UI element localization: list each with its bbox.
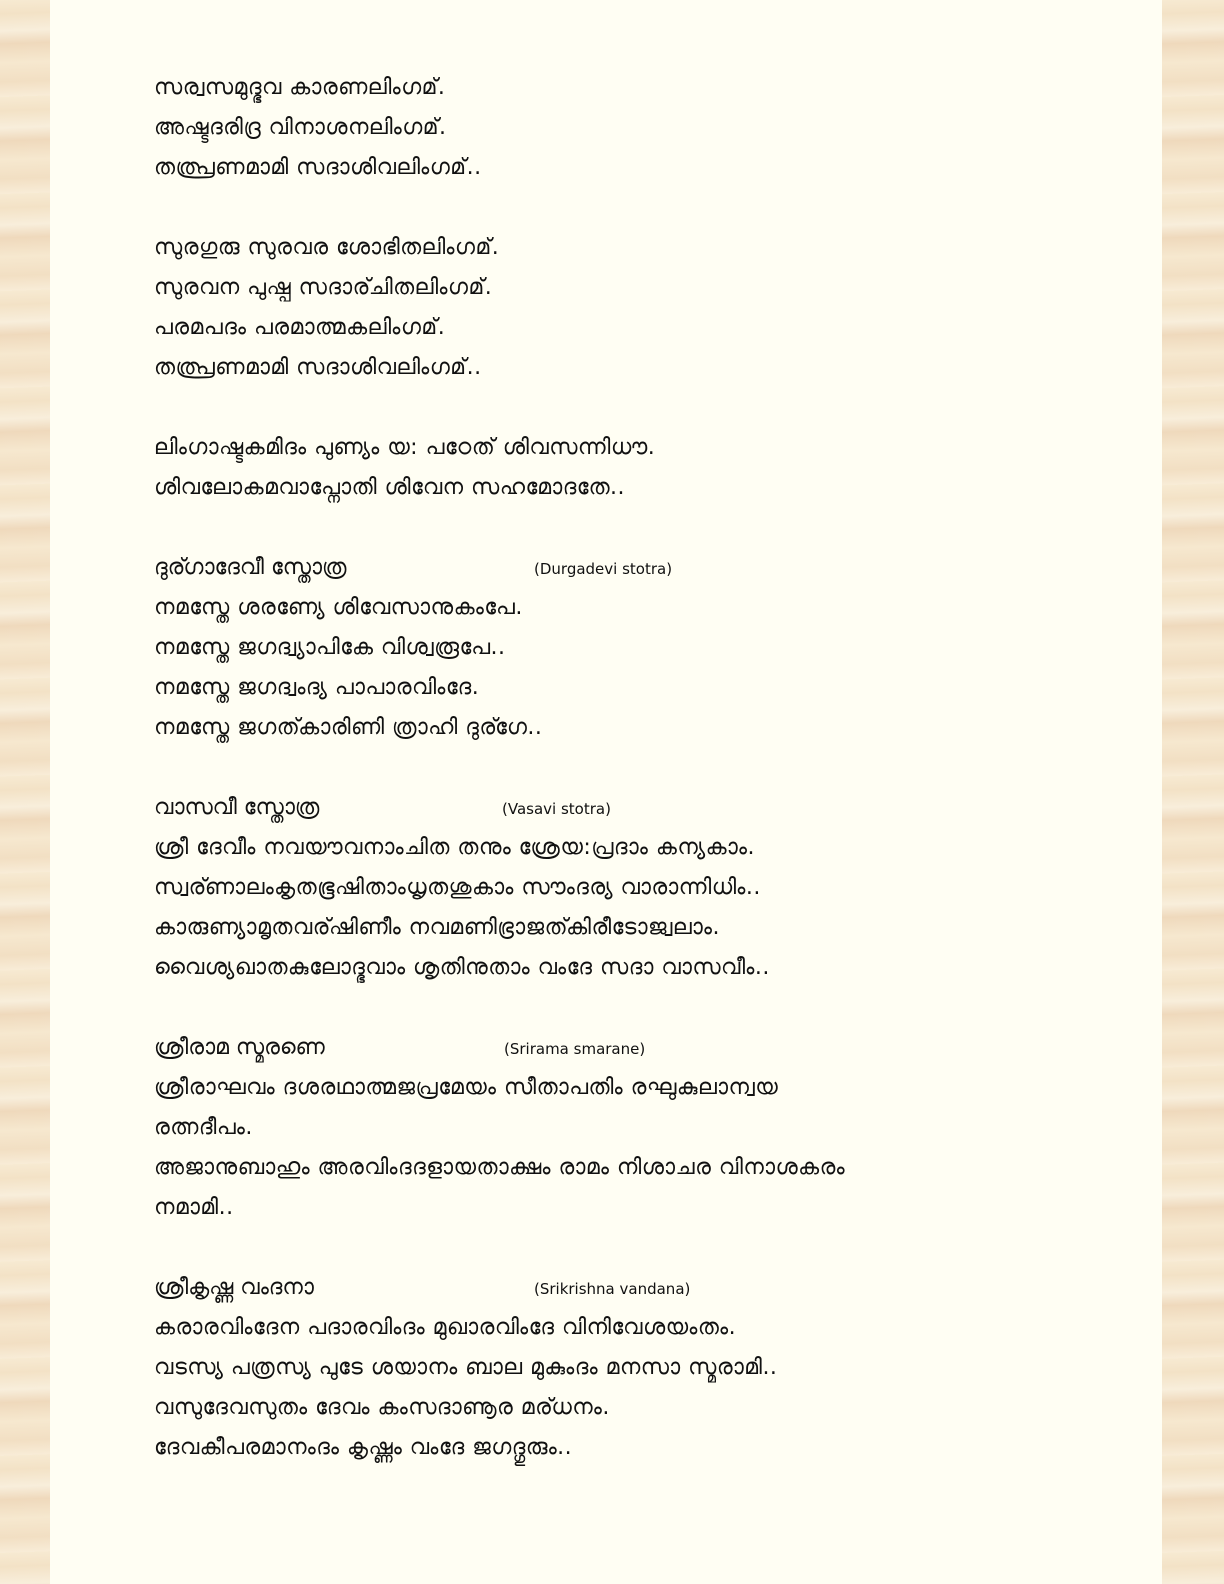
decorative-border-left [0, 0, 50, 1584]
verse-line: ശ്രീരാഘവം ദശരഥാത്മജപ്രമേയം സീതാപതിം രഘുകുലാന്വയ [154, 1075, 779, 1100]
verse-line: കാരുണ്യാമൃതവര്ഷിണീം നവമണിഭ്രാജത്കിരീടോജ്വലാം. [154, 915, 720, 940]
section-heading [154, 548, 1114, 588]
section-title: ദുര്ഗാദേവീ സ്തോത്ര [154, 555, 347, 580]
srikrishna-vandana-section [154, 1268, 1114, 1468]
verse-line: സ്വര്ണാലംകൃതഭൂഷിതാംധൃതശുകാം സൗംദര്യ വാരാന്നിധിം.. [154, 875, 761, 900]
section-subtitle: (Vasavi stotra) [502, 800, 611, 818]
section-title: ശ്രീരാമ സ്മരണെ [154, 1035, 325, 1060]
document-body [154, 68, 1114, 1468]
verse-line: ദേവകീപരമാനംദം കൃഷ്ണം വംദേ ജഗദ്ഗുരും.. [154, 1435, 573, 1460]
page [50, 0, 1162, 1584]
verse-line: അജാനുബാഹും അരവിംദദളായതാക്ഷം രാമം നിശാചര വിനാശകരം [154, 1155, 846, 1180]
verse-line: നമസ്തേ ശരണ്യേ ശിവേസാനുകംപേ. [154, 595, 523, 620]
verse-line: സുരഗുരു സുരവര ശോഭിതലിംഗമ്. [154, 235, 500, 260]
verse-line: രത്നദീപം. [154, 1115, 253, 1140]
verse-line: ശ്രീ ദേവീം നവയൗവനാംചിത തനും ശ്രേയ:പ്രദാം കന്യകാം. [154, 835, 755, 860]
verse-line: വടസ്യ പത്രസ്യ പുടേ ശയാനം ബാല മുകുംദം മനസാ സ്മരാമി.. [154, 1355, 778, 1380]
verse-line: സുരവന പുഷ്പ സദാര്ചിതലിംഗമ്. [154, 275, 493, 300]
verse-line: ലിംഗാഷ്ടകമിദം പുണ്യം യ: പഠേത് ശിവസന്നിധൗ. [154, 435, 656, 460]
lingashtaka-verse-2 [154, 228, 1114, 388]
verse-line: തത്പ്രണമാമി സദാശിവലിംഗമ്.. [154, 155, 482, 180]
verse-line: ശിവലോകമവാപ്നോതി ശിവേന സഹമോദതേ.. [154, 475, 626, 500]
lingashtaka-verse-1 [154, 68, 1114, 188]
section-title: ശ്രീകൃഷ്ണ വംദനാ [154, 1275, 314, 1300]
verse-line: കരാരവിംദേന പദാരവിംദം മുഖാരവിംദേ വിനിവേശയംതം. [154, 1315, 737, 1340]
verse-line: പരമപദം പരമാത്മകലിംഗമ്. [154, 315, 446, 340]
verse-line: സര്വസമുദ്ഭവ കാരണലിംഗമ്. [154, 75, 446, 100]
verse-line: നമാമി.. [154, 1195, 234, 1220]
verse-line: നമസ്തേ ജഗദ്വംദ്യ പാപാരവിംദേ. [154, 675, 480, 700]
section-heading [154, 1028, 1114, 1068]
section-subtitle: (Srirama smarane) [504, 1040, 646, 1058]
durgadevi-stotra-section [154, 548, 1114, 748]
lingashtaka-phalashruti [154, 428, 1114, 508]
vasavi-stotra-section [154, 788, 1114, 988]
section-heading [154, 1268, 1114, 1308]
verse-line: വസുദേവസുതം ദേവം കംസദാണൂര മര്ധനം. [154, 1395, 610, 1420]
section-subtitle: (Srikrishna vandana) [534, 1280, 691, 1298]
verse-line: തത്പ്രണമാമി സദാശിവലിംഗമ്.. [154, 355, 482, 380]
section-heading [154, 788, 1114, 828]
section-title: വാസവീ സ്തോത്ര [154, 795, 320, 820]
verse-line: അഷ്ടദരിദ്ര വിനാശനലിംഗമ്. [154, 115, 447, 140]
verse-line: നമസ്തേ ജഗത്കാരിണി ത്രാഹി ദുര്ഗേ.. [154, 715, 543, 740]
verse-line: വൈശ്യഖാതകുലോദ്ഭവാം ശൃതിനുതാം വംദേ സദാ വാസവീം.. [154, 955, 770, 980]
verse-line: നമസ്തേ ജഗദ്വ്യാപികേ വിശ്വരൂപേ.. [154, 635, 506, 660]
srirama-smarane-section [154, 1028, 1114, 1228]
section-subtitle: (Durgadevi stotra) [534, 560, 673, 578]
decorative-border-right [1162, 0, 1224, 1584]
